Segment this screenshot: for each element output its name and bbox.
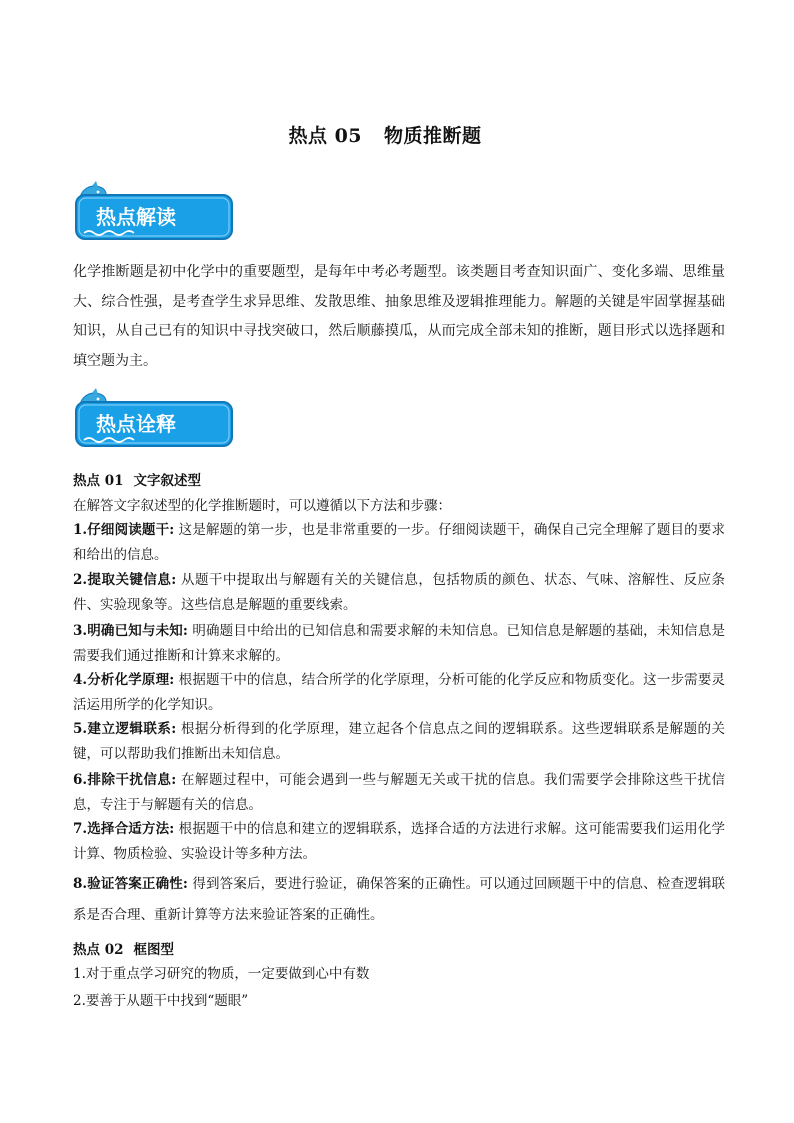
step-text: 得到答案后，要进行验证，确保答案的正确性。可以通过回顾题干中的信息、检查逻辑联系是否合理、重新计算等方法来验证答案的正确性。 (73, 876, 725, 923)
section1-number: 热点 01 (73, 473, 124, 489)
step-label: 8.验证答案正确性: (73, 876, 188, 892)
step-label: 6.排除干扰信息: (73, 772, 177, 788)
badge-label: 热点诠释 (96, 412, 176, 436)
section2-title: 框图型 (133, 942, 174, 958)
step-label: 5.建立逻辑联系: (73, 721, 177, 737)
step-6 (73, 768, 725, 817)
step-text: 根据题干中的信息，结合所学的化学原理，分析可能的化学反应和物质变化。这一步需要灵活运用所学的化学知识。 (73, 672, 725, 713)
step-label: 7.选择合适方法: (73, 821, 175, 837)
step-label: 1.仔细阅读题干: (73, 522, 175, 538)
step-label: 4.分析化学原理: (73, 672, 175, 688)
section1-heading (73, 469, 201, 489)
step-5 (73, 717, 725, 766)
step-4 (73, 668, 725, 717)
step-text: 明确题目中给出的已知信息和需要求解的未知信息。已知信息是解题的基础，未知信息是需要我们通过推断和计算来求解的。 (73, 623, 725, 664)
step-2 (73, 568, 725, 617)
step-1 (73, 518, 725, 567)
step-text: 根据分析得到的化学原理，建立起各个信息点之间的逻辑联系。这些逻辑联系是解题的关键，可以帮助我们推断出未知信息。 (73, 721, 725, 762)
step-8 (73, 869, 725, 931)
badge-interpretation (70, 181, 240, 247)
section1-title: 文字叙述型 (133, 473, 201, 489)
intro-paragraph: 化学推断题是初中化学中的重要题型，是每年中考必考题型。该类题目考查知识面广、变化多端、思维量大、综合性强，是考查学生求异思维、发散思维、抽象思维及逻辑推理能力。解题的关键是牢固掌握基础知识，从自己已有的知识中寻找突破口，然后顺藤摸瓜，从而完成全部未知的推断，题目形式以选择题和填空题为主。 (73, 264, 725, 369)
step-text: 根据题干中的信息和建立的逻辑联系，选择合适的方法进行求解。这可能需要我们运用化学计算、物质检验、实验设计等多种方法。 (73, 821, 725, 862)
title-number: 热点 05 (288, 125, 363, 147)
page-title (0, 121, 770, 148)
section2-item-1: 1.对于重点学习研究的物质，一定要做到心中有数 (73, 966, 370, 982)
badge-explanation (70, 388, 240, 454)
step-label: 2.提取关键信息: (73, 572, 177, 588)
section2-heading (73, 938, 174, 958)
step-7 (73, 817, 725, 866)
step-text: 从题干中提取出与解题有关的关键信息，包括物质的颜色、状态、气味、溶解性、反应条件、实验现象等。这些信息是解题的重要线索。 (73, 572, 725, 613)
section2-number: 热点 02 (73, 942, 124, 958)
step-text: 这是解题的第一步，也是非常重要的一步。仔细阅读题干，确保自己完全理解了题目的要求和给出的信息。 (73, 522, 725, 563)
section1-lead: 在解答文字叙述型的化学推断题时，可以遵循以下方法和步骤： (73, 498, 451, 514)
step-3 (73, 619, 725, 668)
step-label: 3.明确已知与未知: (73, 623, 188, 639)
badge-label: 热点解读 (96, 205, 176, 229)
step-text: 在解题过程中，可能会遇到一些与解题无关或干扰的信息。我们需要学会排除这些干扰信息，专注于与解题有关的信息。 (73, 772, 725, 813)
title-text: 物质推断题 (384, 125, 482, 147)
section2-item-2: 2.要善于从题干中找到“题眼” (73, 993, 249, 1009)
